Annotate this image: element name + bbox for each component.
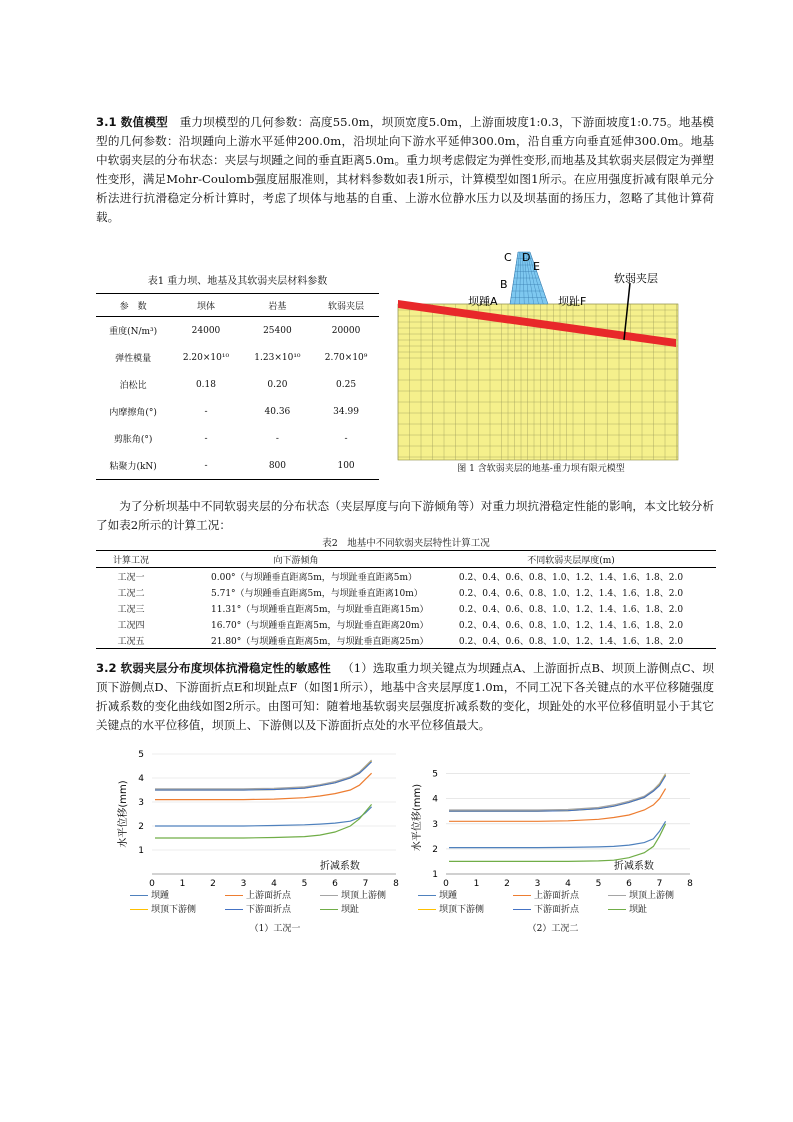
table2-row <box>96 632 716 649</box>
series-line <box>449 776 666 812</box>
x-tick-label: 3 <box>534 879 541 888</box>
paragraph-2: 为了分析坝基中不同软弱夹层的分布状态（夹层厚度与向下游倾角等）对重力坝抗滑稳定性能的影响，本文比较分析了如表2所示的计算工况： <box>96 499 714 532</box>
y-tick-label: 5 <box>432 769 438 780</box>
series-line <box>449 789 666 822</box>
section-3-2 <box>96 659 714 735</box>
y-tick-label: 2 <box>432 844 438 855</box>
legend-item <box>320 888 386 901</box>
y-tick-label: 3 <box>432 819 438 830</box>
legend-swatch <box>225 909 243 910</box>
legend-swatch <box>320 909 338 910</box>
table2-cell: 16.70°（与坝踵垂直距离5m，与坝趾垂直距离20m） <box>211 620 429 631</box>
legend-label: 上游面折点 <box>534 891 580 901</box>
table1-caption: 表1 重力坝、地基及其软弱夹层材料参数 <box>147 276 328 287</box>
x-tick-label: 0 <box>149 879 155 888</box>
chart-case-1-caption: （1）工况一 <box>249 924 301 934</box>
legend-swatch <box>130 895 148 896</box>
table2-cell: 工况二 <box>117 588 145 599</box>
x-tick-label: 2 <box>504 879 510 888</box>
label-c: C <box>504 251 512 264</box>
x-tick-label: 6 <box>626 879 632 888</box>
series-line <box>155 773 372 799</box>
x-tick-label: 1 <box>179 879 186 888</box>
table1-row <box>96 425 379 452</box>
legend-label: 坝踵 <box>439 891 458 901</box>
series-line <box>449 774 666 810</box>
table1-cell: 40.36 <box>264 406 291 417</box>
table2-caption: 表2 地基中不同软弱夹层特性计算工况 <box>322 538 490 549</box>
y-tick-label: 1 <box>432 870 438 880</box>
y-tick-label: 5 <box>138 750 144 760</box>
table1-header: 软弱夹层 <box>328 301 365 312</box>
table1-header: 坝体 <box>196 301 215 312</box>
legend-swatch <box>418 895 436 896</box>
x-tick-label: 3 <box>240 879 247 888</box>
table1-row <box>96 398 379 425</box>
x-tick-label: 8 <box>687 879 693 888</box>
table1-cell: 2.70×10⁹ <box>324 352 368 363</box>
legend-label: 坝顶下游侧 <box>439 905 485 915</box>
table1-header: 参 数 <box>119 301 147 312</box>
table1-cell: - <box>204 460 208 471</box>
series-line <box>155 760 372 789</box>
chart-case-2 <box>402 755 702 888</box>
table2-cell: 0.2、0.4、0.6、0.8、1.0、1.2、1.4、1.6、1.8、2.0 <box>458 636 684 647</box>
legend-label: 坝顶下游侧 <box>151 905 197 915</box>
series-line <box>155 761 372 790</box>
x-tick-label: 7 <box>362 879 369 888</box>
x-axis-label: 折减系数 <box>613 861 654 872</box>
table1 <box>96 293 379 480</box>
legend-item <box>320 902 359 915</box>
legend-label: 上游面折点 <box>246 891 292 901</box>
section-3-1-text: 重力坝模型的几何参数：高度55.0m，坝顶宽度5.0m，上游面坡度1:0.3，下游面坡度1:0.75。地基模型的几何参数：沿坝踵向上游水平延伸200.0m，沿坝址向下游水平延伸300.0m，沿自重方向垂直延伸300.0m。地基中软弱夹层的分布状态：夹层与坝踵之间的垂直距离5.0m。重力坝考虑假定为弹性变形,而地基及其软弱夹层假定为弹塑性变形，满足Mohr-Coulomb强度屈服准则，其材料参数如表1所示，计算模型如图1所示。在应用强度折减有限单元分析法进行抗滑稳定分析计算时，考虑了坝体与地基的自重、上游水位静水压力以及坝基面的扬压力，忽略了其他计算荷载。 <box>96 115 714 224</box>
x-tick-label: 4 <box>271 879 277 888</box>
table2 <box>96 550 716 649</box>
x-tick-label: 0 <box>443 879 449 888</box>
table1-row <box>96 371 379 398</box>
legend-swatch <box>608 909 626 910</box>
table1-cell: 2.20×10¹⁰ <box>182 352 230 363</box>
legend-label: 坝顶上游侧 <box>341 891 387 901</box>
table1-row <box>96 317 379 345</box>
section-3-2-heading: 3.2 软弱夹层分布度坝体抗滑稳定性的敏感性 <box>96 661 331 675</box>
series-line <box>449 824 666 862</box>
legend-swatch <box>320 895 338 896</box>
legend-item <box>130 888 169 901</box>
table2-row <box>96 616 716 632</box>
x-tick-label: 4 <box>565 879 571 888</box>
table2-row <box>96 584 716 600</box>
table1-cell: 25400 <box>263 325 292 336</box>
x-tick-label: 6 <box>332 879 338 888</box>
legend-label: 坝趾 <box>629 905 648 915</box>
legend-swatch <box>130 909 148 910</box>
table2-cell: 0.00°（与坝踵垂直距离5m，与坝趾垂直距离5m） <box>211 572 418 583</box>
legend-item <box>513 902 579 915</box>
table2-cell: 工况五 <box>117 636 145 647</box>
section-3-2-text: （1）选取重力坝关键点为坝踵点A、上游面折点B、坝顶上游侧点C、坝顶下游侧点D、下游面折点E和坝趾点F（如图1所示），地基中含夹层厚度1.0m，不同工况下各关键点的水平位移随强度折减系数的变化曲线如图2所示。由图可知：随着地基软弱夹层强度折减系数的变化，坝趾处的水平位移值明显小于其它关键点的水平位移值，坝顶上、下游侧以及下游面折点处的水平位移值最大。 <box>96 661 714 732</box>
table2-cell: 0.2、0.4、0.6、0.8、1.0、1.2、1.4、1.6、1.8、2.0 <box>458 604 684 615</box>
table1-row <box>96 344 379 371</box>
table1-row <box>96 452 379 480</box>
table2-cell: 0.2、0.4、0.6、0.8、1.0、1.2、1.4、1.6、1.8、2.0 <box>458 572 684 583</box>
y-tick-label: 4 <box>432 794 438 805</box>
table1-cell: 800 <box>268 460 286 471</box>
section-3-1-heading: 3.1 数值模型 <box>96 115 168 129</box>
table1-cell: 1.23×10¹⁰ <box>254 352 301 363</box>
label-f: 坝趾F <box>558 295 587 308</box>
table2-cell: 工况四 <box>117 620 145 631</box>
table1-cell: - <box>204 433 208 444</box>
legend-label: 下游面折点 <box>534 905 580 915</box>
table1-header: 岩基 <box>268 301 287 312</box>
table1-cell: - <box>344 433 348 444</box>
section-3-1 <box>96 113 714 227</box>
x-tick-label: 1 <box>473 879 480 888</box>
chart-case-2-caption: （2）工况二 <box>527 924 579 934</box>
x-tick-label: 2 <box>210 879 216 888</box>
table1-cell: - <box>275 433 279 444</box>
legend-label: 下游面折点 <box>246 905 292 915</box>
x-axis-label: 折减系数 <box>319 861 360 872</box>
table2-cell: 11.31°（与坝踵垂直距离5m，与坝趾垂直距离15m） <box>211 604 429 615</box>
y-tick-label: 3 <box>138 798 144 808</box>
legend-label: 坝踵 <box>151 891 170 901</box>
y-tick-label: 2 <box>138 822 144 832</box>
legend-item <box>130 902 196 915</box>
label-e: E <box>533 260 540 273</box>
series-line <box>155 804 372 838</box>
fig1-model <box>396 248 686 488</box>
table1-cell: - <box>204 406 208 417</box>
table1-cell: 34.99 <box>333 406 359 417</box>
table1-cell: 重度(N/m³) <box>109 327 158 337</box>
fig1-caption: 图 1 含软弱夹层的地基-重力坝有限元模型 <box>457 464 625 474</box>
legend-item <box>418 902 484 915</box>
table1-cell: 剪胀角(°) <box>113 435 153 445</box>
table2-header: 向下游倾角 <box>273 555 319 566</box>
table1-cell: 粘聚力(kN) <box>109 462 157 472</box>
table1-cell: 0.18 <box>195 379 216 390</box>
table1-cell: 泊松比 <box>119 381 147 391</box>
y-axis-label: 水平位移(mm) <box>118 780 129 848</box>
y-tick-label: 1 <box>138 846 144 856</box>
series-line <box>449 821 666 847</box>
legend-item <box>418 888 457 901</box>
series-line <box>155 762 372 790</box>
legend-label: 坝趾 <box>341 905 360 915</box>
chart-case-1-legend <box>130 888 410 918</box>
label-d: D <box>522 251 531 264</box>
series-line <box>155 807 372 826</box>
y-axis-label: 水平位移(mm) <box>412 783 423 852</box>
table1-cell: 0.25 <box>336 379 357 390</box>
legend-item <box>608 888 674 901</box>
label-a: 坝踵A <box>468 295 498 308</box>
legend-item <box>225 902 291 915</box>
table2-cell: 工况一 <box>117 572 145 583</box>
table1-cell: 20000 <box>331 325 361 336</box>
table1-cell: 内摩擦角(°) <box>109 408 157 418</box>
table1-cell: 弹性模量 <box>115 354 152 364</box>
table2-cell: 21.80°（与坝踵垂直距离5m，与坝趾垂直距离25m） <box>211 636 429 647</box>
x-tick-label: 7 <box>656 879 663 888</box>
table1-cell: 24000 <box>191 325 221 336</box>
table2-cell: 5.71°（与坝踵垂直距离5m，与坝趾垂直距离10m） <box>211 588 423 599</box>
legend-swatch <box>608 895 626 896</box>
table2-cell: 0.2、0.4、0.6、0.8、1.0、1.2、1.4、1.6、1.8、2.0 <box>458 620 684 631</box>
table1-cell: 100 <box>337 460 355 471</box>
table2-header: 不同软弱夹层厚度(m) <box>527 555 615 566</box>
table2-row <box>96 600 716 616</box>
chart-case-2-legend <box>418 888 708 918</box>
legend-item <box>513 888 579 901</box>
legend-swatch <box>418 909 436 910</box>
legend-label: 坝顶上游侧 <box>629 891 675 901</box>
x-tick-label: 5 <box>301 879 308 888</box>
x-tick-label: 5 <box>595 879 602 888</box>
label-b: B <box>500 278 508 291</box>
label-weak-layer: 软弱夹层 <box>614 272 658 285</box>
chart-case-1 <box>108 748 408 888</box>
legend-swatch <box>513 909 531 910</box>
legend-swatch <box>513 895 531 896</box>
table2-cell: 工况三 <box>117 604 145 615</box>
table2-header: 计算工况 <box>112 555 149 566</box>
x-tick-label: 8 <box>393 879 399 888</box>
table2-cell: 0.2、0.4、0.6、0.8、1.0、1.2、1.4、1.6、1.8、2.0 <box>458 588 684 599</box>
y-tick-label: 4 <box>138 774 144 784</box>
table2-row <box>96 568 716 585</box>
legend-item <box>608 902 647 915</box>
legend-swatch <box>225 895 243 896</box>
series-line <box>449 775 666 811</box>
legend-item <box>225 888 291 901</box>
table1-cell: 0.20 <box>267 379 288 390</box>
